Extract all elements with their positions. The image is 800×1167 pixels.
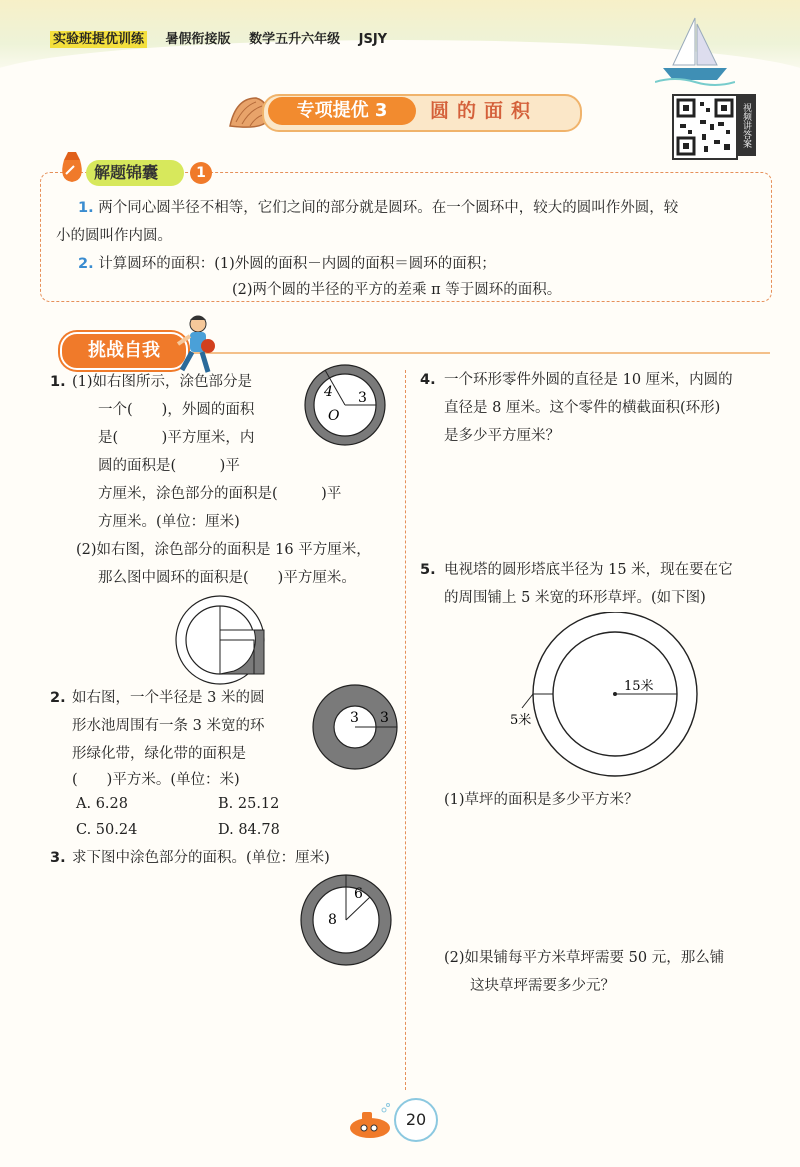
q5-line2: 的周围铺上 5 米宽的环形草坪。(如下图) [444, 590, 706, 606]
header-code: JSJY [358, 32, 388, 47]
q2-option-d[interactable] [218, 816, 280, 844]
challenge-line [190, 352, 770, 354]
q4-line2: 直径是 8 厘米。这个零件的横截面积(环形) [444, 400, 721, 416]
tip-2-num: 2. [78, 256, 94, 272]
q1-part1-line4: 圆的面积是( )平 [98, 458, 240, 474]
q2-line2: 形水池周围有一条 3 米宽的环 [72, 718, 265, 734]
q1-label-outer: 4 [324, 384, 333, 400]
q1-label-center: O [328, 408, 340, 424]
page-number: 20 [394, 1098, 438, 1142]
q1-ring-figure [300, 360, 390, 450]
q2-option-d-value: 84.78 [238, 822, 280, 838]
q1-part1-line3: 是( )平方厘米，内 [98, 430, 255, 446]
qr-caption: 视频讲答案 [736, 94, 756, 156]
q2-option-b-value: 25.12 [237, 796, 280, 812]
q2-ring-figure [310, 682, 400, 772]
q3-num: 3. [50, 850, 66, 866]
money-bag-icon [52, 146, 92, 186]
q1-num: 1. [50, 374, 66, 390]
q2-option-d-letter: D. [218, 822, 234, 838]
q1-part1-line5: 方厘米，涂色部分的面积是( )平 [98, 486, 342, 502]
q2-option-c-value: 50.24 [95, 822, 138, 838]
q2-line1: 如右图，一个半径是 3 米的圆 [72, 690, 265, 706]
q5-number [420, 556, 436, 584]
q1-number [50, 368, 66, 396]
challenge-label: 挑战自我 [60, 332, 188, 370]
q2-label-inner: 3 [350, 710, 359, 726]
header-edition: 暑假衔接版 [165, 32, 231, 47]
q2-option-b-letter: B. [218, 796, 234, 812]
tip-2-line2: (2)两个圆的半径的平方的差乘 π 等于圆环的面积。 [232, 282, 562, 298]
q2-num: 2. [50, 690, 66, 706]
q1-square-ring-figure [174, 594, 274, 690]
q5-label-w: 5米 [510, 713, 532, 728]
column-divider [405, 370, 406, 1090]
tip-1-line1 [78, 194, 678, 222]
q3-label-a: 6 [354, 886, 363, 902]
tips-label: 解题锦囊 [86, 160, 184, 186]
q5-num: 5. [420, 562, 436, 578]
q3-ring-figure [298, 870, 394, 970]
q4-num: 4. [420, 372, 436, 388]
header-subject: 数学五升六年级 [249, 32, 341, 47]
q2-line3: 形绿化带，绿化带的面积是 [72, 746, 246, 762]
q1-part2-line2: 那么图中圆环的面积是( )平方厘米。 [98, 570, 356, 586]
q2-option-a-value: 6.28 [95, 796, 128, 812]
q2-line4: ( )平方米。(单位：米) [72, 772, 240, 788]
q3-number [50, 844, 66, 872]
q4-number [420, 366, 436, 394]
q5-line1: 电视塔的圆形塔底半径为 15 米，现在要在它 [444, 562, 733, 578]
q2-option-a-letter: A. [76, 796, 92, 812]
header-series: 实验班提优训练 [50, 31, 147, 48]
q5-sub2-line2: 这块草坪需要多少元？ [470, 978, 615, 994]
sailboat-icon [655, 10, 735, 90]
q5-sub2-line1: (2)如果铺每平方米草坪需要 50 元，那么铺 [444, 950, 725, 966]
q3-label-b: 8 [328, 912, 337, 928]
q1-label-inner: 3 [358, 390, 367, 406]
q2-option-a[interactable] [76, 790, 128, 818]
q5-ring-figure [500, 612, 720, 782]
title-topic-label: 专项提优 3 [268, 97, 416, 125]
tip-1-line2: 小的圆叫作内圆。 [56, 228, 172, 244]
q3-text: 求下图中涂色部分的面积。(单位：厘米) [72, 850, 330, 866]
tip-2-text: 计算圆环的面积：(1)外圆的面积－内圆的面积＝圆环的面积； [98, 256, 496, 272]
header-bar [50, 28, 401, 47]
q4-line3: 是多少平方厘米？ [444, 428, 560, 444]
q2-option-c[interactable] [76, 816, 137, 844]
q2-number [50, 684, 66, 712]
tip-1-text: 两个同心圆半径不相等，它们之间的部分就是圆环。在一个圆环中，较大的圆叫作外圆，较 [98, 200, 679, 216]
q1-part1-line2: 一个( )，外圆的面积 [98, 402, 255, 418]
q2-label-outer: 3 [380, 710, 389, 726]
qr-code[interactable] [672, 94, 738, 160]
q2-option-b[interactable] [218, 790, 279, 818]
q5-label-r: 15米 [624, 679, 654, 694]
tip-1-num: 1. [78, 200, 94, 216]
submarine-icon [346, 1102, 396, 1142]
page-title: 圆的面积 [430, 100, 539, 122]
q5-sub1: (1)草坪的面积是多少平方米？ [444, 792, 639, 808]
q4-line1: 一个环形零件外圆的直径是 10 厘米，内圆的 [444, 372, 733, 388]
q1-part1-line6: 方厘米。(单位：厘米) [98, 514, 240, 530]
qr-code-icon [674, 96, 736, 158]
q1-part1-line1: (1)如右图所示，涂色部分是 [72, 374, 253, 390]
q2-option-c-letter: C. [76, 822, 92, 838]
tip-2-line1 [78, 250, 496, 278]
tips-badge: 1 [190, 162, 212, 184]
q1-part2-line1: (2)如右图，涂色部分的面积是 16 平方厘米， [76, 542, 371, 558]
